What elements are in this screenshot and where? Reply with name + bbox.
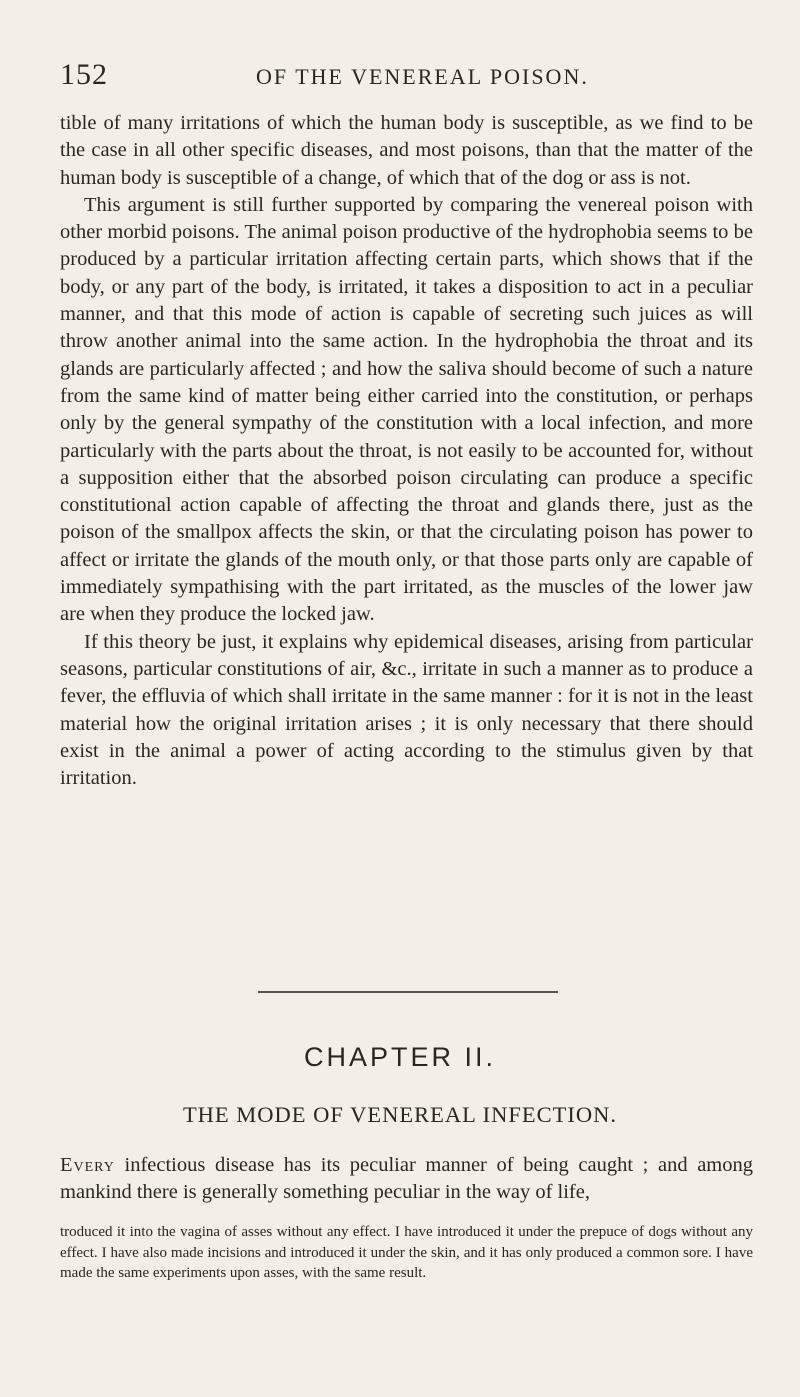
paragraph: If this theory be just, it explains why epidemical diseases, arising from particular seasons, particular constitutions of air, &c., irritate in such a manner as to produce a fever, the effluvia of which shall irritate in the same manner : for it is not in the least material how the original irritation arises ; it is only necessary that there should exist in the animal a power of acting according to the stimulus given by that irritation. bbox=[60, 630, 753, 790]
chapter-heading: CHAPTER II. bbox=[303, 1042, 497, 1072]
chapter-title: THE MODE OF VENEREAL INFECTION. bbox=[182, 1102, 618, 1127]
body-text bbox=[60, 110, 753, 792]
section-divider bbox=[258, 991, 558, 993]
page-number: 152 bbox=[60, 58, 108, 91]
footnote: troduced it into the vagina of asses without any effect. I have introduced it under the prepuce of dogs without any effect. I have also made incisions and introduced it under the skin, and it has only produced a common sore. I have made the same experiments upon asses, with the same result. bbox=[60, 1224, 753, 1281]
chapter-opening-paragraph bbox=[60, 1152, 753, 1207]
running-head-title: OF THE VENEREAL POISON. bbox=[256, 64, 589, 89]
paragraph: tible of many irritations of which the human body is susceptible, as we find to be the case in all other specific diseases, and most poisons, than that the matter of the human body is susceptible of a change, of which that of the dog or ass is not. bbox=[60, 112, 753, 189]
running-head bbox=[60, 58, 750, 98]
paragraph: This argument is still further supported by comparing the venereal poison with other morbid poisons. The animal poison productive of the hydrophobia seems to be produced by a particular irritation affecting certain parts, which shows that if the body, or any part of the body, is irritated, it takes a disposition to act in a peculiar manner, and that this mode of action is capable of secreting such juices as will throw another animal into the same action. In the hydrophobia the throat and its glands are particularly affected ; and how the saliva should become of such a nature from the same kind of matter being either carried into the constitution, or perhaps only by the general sympathy of the constitution with a local infection, and more particularly with the parts about the throat, is not easily to be accounted for, without a supposition either that the absorbed poison circulating can produce a specific constitutional action capable of affecting the throat and glands there, just as the poison of the smallpox affects the skin, or that the circulating poison has power to affect or irritate the glands of the mouth only, or that those parts only are capable of immediately sympathising with the part irritated, as the muscles of the lower jaw are when they produce the locked jaw. bbox=[60, 193, 753, 626]
opening-text: infectious disease has its peculiar manner of being caught ; and among mankind there is generally something peculiar in the way of life, bbox=[60, 1154, 753, 1204]
opening-word: Every bbox=[60, 1154, 115, 1176]
